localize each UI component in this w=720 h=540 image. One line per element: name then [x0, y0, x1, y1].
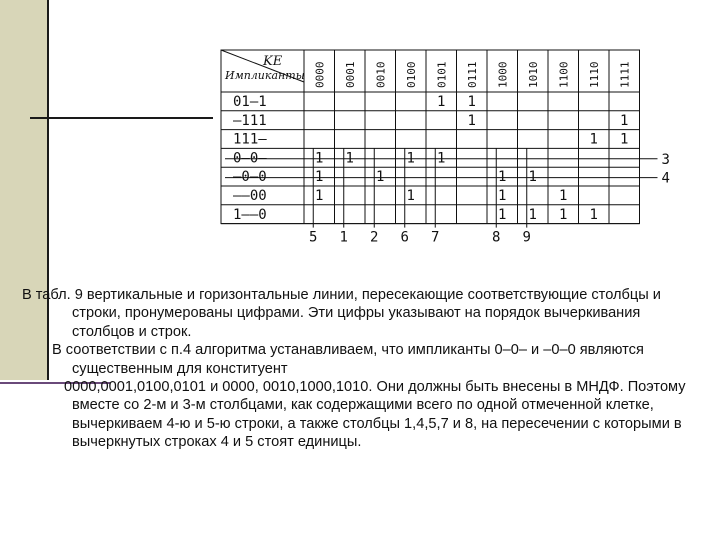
column-order-number: 9 — [522, 229, 531, 246]
cell-mark: 1 — [589, 206, 598, 223]
cell-mark: 1 — [345, 150, 354, 167]
column-header: 0010 — [374, 61, 388, 88]
row-order-lines — [225, 152, 670, 187]
column-order-number: 6 — [400, 229, 409, 246]
cell-mark: 1 — [437, 94, 446, 110]
column-header: 1111 — [618, 61, 632, 88]
cell-mark: 1 — [315, 188, 324, 204]
column-order-number: 7 — [431, 229, 440, 246]
cell-mark: 1 — [559, 188, 568, 204]
column-headers — [313, 62, 631, 89]
cell-mark: 1 — [528, 206, 537, 223]
row-order-number: 4 — [661, 170, 670, 187]
column-header: 0101 — [435, 61, 449, 88]
column-header: 1100 — [557, 61, 571, 88]
implicant-table-figure — [213, 42, 678, 260]
column-header: 0100 — [404, 61, 418, 88]
column-header: 1110 — [587, 61, 601, 88]
cell-mark: 1 — [589, 131, 598, 148]
row-order-number: 3 — [661, 151, 670, 168]
column-order-number: 5 — [309, 229, 318, 246]
column-header: 1010 — [526, 61, 540, 88]
explanation-text — [22, 286, 692, 452]
cell-mark: 1 — [498, 188, 507, 204]
implicant-table — [213, 42, 678, 260]
corner-bottom-label: Импликанты — [225, 69, 305, 82]
column-order-number: 8 — [492, 229, 501, 246]
row-label: 111— — [233, 131, 267, 148]
corner-top-label: KE — [263, 54, 283, 69]
column-order-number: 2 — [370, 229, 379, 246]
paragraph-3: 0000,0001,0100,0101 и 0000, 0010,1000,1010. Они должны быть внесены в МНДФ. Поэтому вместе со 2-м и 3-м столбцами, как содержащими всего по одной отмеченной клетке, вычеркиваем 4-ю и 5-ю строки, а также столбцы 1,4,5,7 и 8, на пересечении с которыми в вычеркнутых строках 4 и 5 стоят единицы. — [64, 379, 686, 451]
row-label: 01—1 — [233, 94, 267, 110]
cell-mark: 1 — [437, 150, 446, 167]
cell-mark: 1 — [528, 169, 537, 186]
cell-mark: 1 — [315, 150, 324, 167]
cell-mark: 1 — [559, 206, 568, 223]
row-label: 0—0— — [233, 150, 267, 167]
cell-mark: 1 — [406, 188, 415, 204]
row-label: ——00 — [233, 188, 267, 204]
cell-mark: 1 — [376, 169, 385, 186]
cell-mark: 1 — [498, 206, 507, 223]
row-label: —0—0 — [233, 169, 267, 186]
column-header: 0111 — [465, 61, 479, 88]
paragraph-1: В табл. 9 вертикальные и горизонтальные линии, пересекающие соответствующие столбцы и строки, пронумерованы цифрами. Эти цифры указывают на порядок вычеркивания столбцов и строк. — [22, 287, 661, 340]
cell-mark: 1 — [498, 169, 507, 186]
cell-mark: 1 — [467, 112, 476, 129]
column-header: 0001 — [343, 61, 357, 88]
paragraph-2: В соответствии с п.4 алгоритма устанавливаем, что импликанты 0–0– и –0–0 являются существенным для конституент — [52, 342, 644, 377]
cell-mark: 1 — [620, 112, 629, 129]
row-label: —111 — [233, 112, 267, 129]
column-header: 1000 — [496, 61, 510, 88]
row-label: 1——0 — [233, 206, 267, 223]
cell-mark: 1 — [620, 131, 629, 148]
cell-mark: 1 — [315, 169, 324, 186]
cell-mark: 1 — [467, 94, 476, 110]
cell-mark: 1 — [406, 150, 415, 167]
title-rule — [30, 117, 215, 119]
column-order-number: 1 — [339, 229, 348, 246]
column-header: 0000 — [313, 61, 327, 88]
